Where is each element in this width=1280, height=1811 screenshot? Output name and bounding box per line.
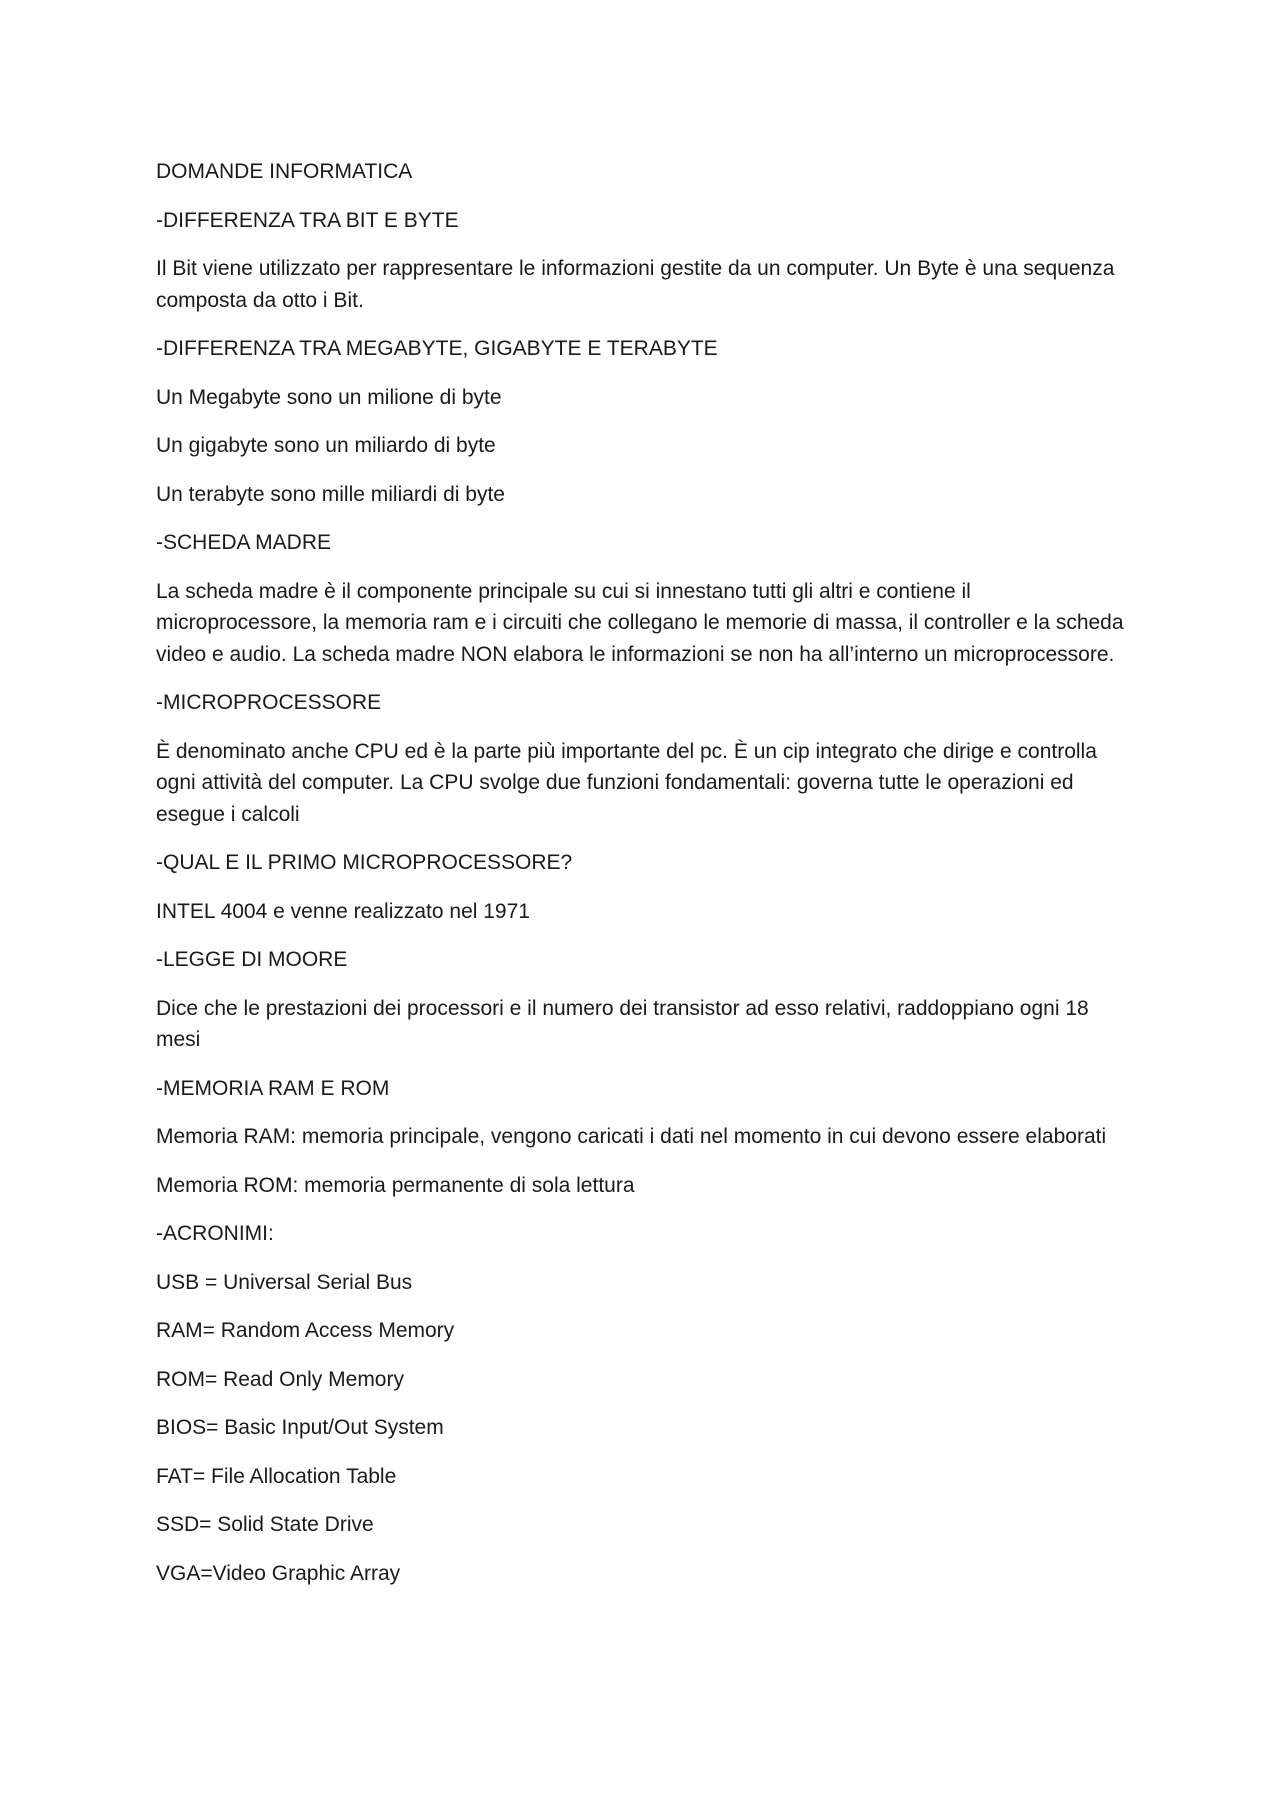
paragraph-memoria-rom: Memoria ROM: memoria permanente di sola lettura [156, 1173, 635, 1197]
paragraph-primo-microprocessore: INTEL 4004 e venne realizzato nel 1971 [156, 899, 530, 923]
document-body [156, 156, 1136, 1606]
paragraph-microprocessore: È denominato anche CPU ed è la parte più importante del pc. È un cip integrato che dirige e controlla ogni attività del computer. La CPU svolge due funzioni fondamentali: governa tutte le operazioni ed esegue i calcoli [156, 739, 1097, 826]
paragraph-scheda-madre: La scheda madre è il componente principale su cui si innestano tutti gli altri e contiene il microprocessore, la memoria ram e i circuiti che collegano le memorie di massa, il controller e la scheda video e audio. La scheda madre NON elabora le informazioni se non ha all’interno un microprocessore. [156, 579, 1124, 666]
heading-legge-moore: -LEGGE DI MOORE [156, 948, 348, 971]
paragraph-megabyte: Un Megabyte sono un milione di byte [156, 385, 502, 409]
paragraph-terabyte: Un terabyte sono mille miliardi di byte [156, 482, 505, 506]
heading-acronimi: -ACRONIMI: [156, 1222, 274, 1245]
heading-mega-giga-tera: -DIFFERENZA TRA MEGABYTE, GIGABYTE E TERABYTE [156, 337, 718, 360]
acronym-fat: FAT= File Allocation Table [156, 1464, 397, 1488]
heading-microprocessore: -MICROPROCESSORE [156, 691, 382, 714]
heading-bit-byte: -DIFFERENZA TRA BIT E BYTE [156, 208, 459, 232]
paragraph-legge-moore: Dice che le prestazioni dei processori e il numero dei transistor ad esso relativi, raddoppiano ogni 18 mesi [156, 996, 1089, 1051]
paragraph-gigabyte: Un gigabyte sono un miliardo di byte [156, 434, 496, 457]
acronym-vga: VGA=Video Graphic Array [156, 1561, 401, 1585]
heading-primo-microprocessore: -QUAL E IL PRIMO MICROPROCESSORE? [156, 851, 573, 874]
document-title: DOMANDE INFORMATICA [156, 160, 413, 183]
acronym-ram: RAM= Random Access Memory [156, 1319, 455, 1342]
acronym-bios: BIOS= Basic Input/Out System [156, 1416, 444, 1439]
heading-scheda-madre: -SCHEDA MADRE [156, 531, 332, 554]
heading-memoria-ram-rom: -MEMORIA RAM E ROM [156, 1076, 390, 1100]
paragraph-memoria-ram: Memoria RAM: memoria principale, vengono caricati i dati nel momento in cui devono essere elaborati [156, 1125, 1107, 1148]
paragraph-bit-byte: Il Bit viene utilizzato per rappresentare le informazioni gestite da un computer. Un Byte è una sequenza composta da otto i Bit. [156, 257, 1115, 312]
acronym-usb: USB = Universal Serial Bus [156, 1270, 413, 1294]
acronym-ssd: SSD= Solid State Drive [156, 1513, 374, 1536]
acronym-rom: ROM= Read Only Memory [156, 1367, 404, 1391]
